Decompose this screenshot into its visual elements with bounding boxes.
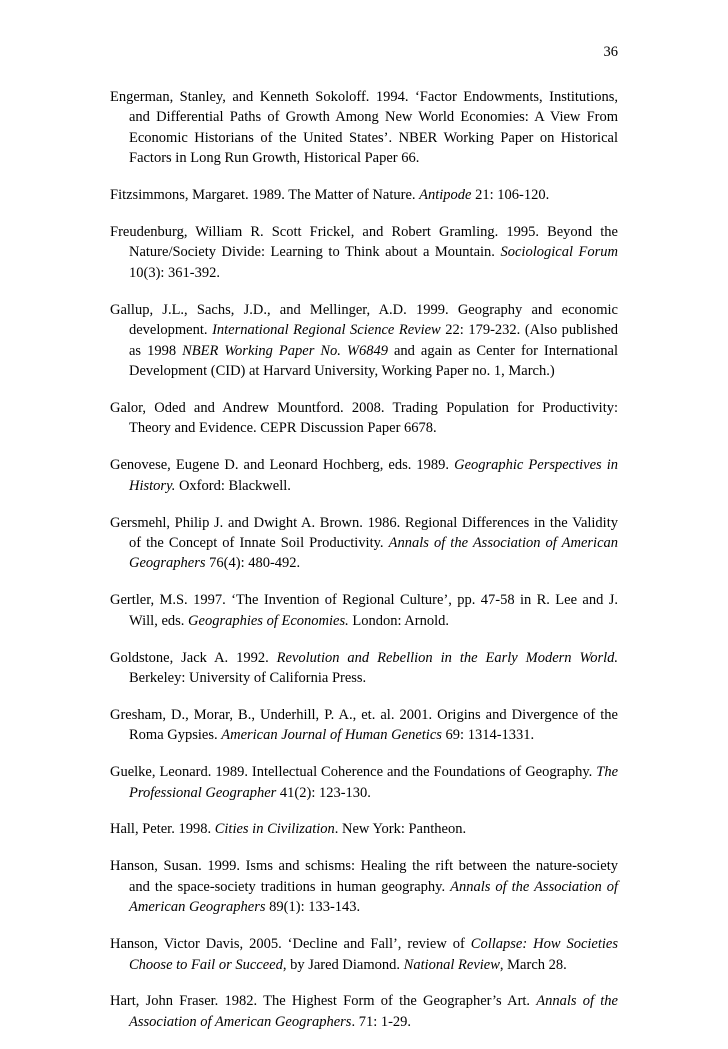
reference-text: Gallup, J.L., Sachs, J.D., and Mellinger, A.D. 1999. Geography and economic development. (110, 301, 618, 339)
reference-italic-text: Geographies of Economies. (188, 612, 349, 629)
page-number: 36 (603, 44, 618, 60)
reference-text: 41(2): 123-130. (276, 784, 371, 801)
reference-entry (110, 455, 618, 496)
reference-text: Engerman, Stanley, and Kenneth Sokoloff. 1994. ‘Factor Endowments, Institutions, and Differential Paths of Growth Among New World Economies: A View From Economic Historians of the United States’. NBER Working Paper on Historical Factors in Long Run Growth, Historical Paper 66. (110, 89, 618, 167)
reference-text: , by Jared Diamond. (282, 956, 404, 973)
reference-text: and again as Center for International Development (CID) at Harvard University, Working Paper no. 1, March.) (129, 342, 618, 379)
reference-text: 69: 1314-1331. (441, 727, 535, 744)
reference-text: Gersmehl, Philip J. and Dwight A. Brown. 1986. Regional Differences in the Validity of the Concept of Innate Soil Productivity. (110, 514, 618, 551)
reference-text: 89(1): 133-143. (265, 899, 361, 916)
reference-text: Hanson, Victor Davis, 2005. ‘Decline and Fall’, review of (110, 936, 471, 953)
reference-italic-text: The Professional Geographer (129, 764, 618, 801)
reference-italic-text: American Journal of Human Genetics (221, 727, 442, 744)
reference-text: . 71: 1-29. (351, 1013, 412, 1030)
reference-entry (110, 222, 618, 283)
reference-text: London: Arnold. (348, 612, 450, 629)
reference-text: Freudenburg, William R. Scott Frickel, and Robert Gramling. 1995. Beyond the Nature/Society Divide: Learning to Think about a Mountain. (110, 224, 618, 261)
reference-italic-text: NBER Working Paper No. W6849 (182, 342, 388, 359)
reference-italic-text: International Regional Science Review (212, 322, 441, 339)
reference-italic-text: National Review (403, 956, 500, 973)
reference-italic-text: Annals of the Association of American Geographers (129, 878, 619, 916)
reference-text: 10(3): 361-392. (129, 264, 221, 281)
reference-entry (110, 762, 618, 803)
reference-list (110, 87, 618, 1049)
reference-entry (110, 991, 618, 1032)
reference-italic-text: Sociological Forum (500, 244, 618, 261)
reference-text: Guelke, Leonard. 1989. Intellectual Coherence and the Foundations of Geography. (110, 764, 597, 781)
reference-entry (110, 185, 618, 205)
reference-entry (110, 398, 618, 439)
reference-text: Hanson, Susan. 1999. Isms and schisms: Healing the rift between the nature-society and the space-society traditions in human geography. (110, 858, 618, 895)
reference-text: . New York: Pantheon. (334, 821, 467, 838)
reference-italic-text: Antipode (419, 187, 472, 204)
reference-text: Galor, Oded and Andrew Mountford. 2008. Trading Population for Productivity: Theory and Evidence. CEPR Discussion Paper 6678. (110, 399, 618, 437)
reference-text: Genovese, Eugene D. and Leonard Hochberg, eds. 1989. (110, 457, 455, 474)
reference-text: Gresham, D., Morar, B., Underhill, P. A., et. al. 2001. Origins and Divergence of the Roma Gypsies. (110, 706, 618, 744)
reference-italic-text: Geographic Perspectives in History. (129, 457, 618, 494)
reference-entry (110, 590, 618, 631)
reference-text: Goldstone, Jack A. 1992. (110, 649, 277, 666)
reference-text: , March 28. (499, 956, 567, 973)
reference-entry (110, 705, 618, 746)
reference-text: 22: 179-232. (Also published as 1998 (129, 322, 619, 359)
reference-entry (110, 856, 618, 917)
reference-entry (110, 648, 618, 689)
reference-italic-text: Revolution and Rebellion in the Early Modern World. (276, 649, 619, 666)
reference-entry (110, 819, 618, 839)
reference-italic-text: Annals of the Association of American Geographers (129, 534, 619, 572)
reference-text: Gertler, M.S. 1997. ‘The Invention of Regional Culture’, pp. 47-58 in R. Lee and J. Will, eds. (110, 592, 618, 629)
reference-italic-text: Collapse: How Societies Choose to Fail or Succeed (129, 936, 618, 973)
reference-text: Hall, Peter. 1998. (110, 821, 215, 838)
reference-text: Hart, John Fraser. 1982. The Highest Form of the Geographer’s Art. (110, 993, 537, 1010)
reference-entry (110, 87, 618, 169)
reference-text: Fitzsimmons, Margaret. 1989. The Matter of Nature. (110, 187, 420, 204)
reference-entry (110, 300, 618, 382)
reference-entry (110, 934, 618, 975)
reference-text: 21: 106-120. (471, 187, 550, 204)
reference-italic-text: Cities in Civilization (214, 821, 335, 838)
reference-text: Berkeley: University of California Press. (129, 669, 367, 686)
reference-text: Oxford: Blackwell. (175, 477, 291, 494)
reference-entry (110, 513, 618, 574)
reference-italic-text: Annals of the Association of American Geographers (129, 993, 618, 1030)
reference-text: 76(4): 480-492. (205, 555, 301, 572)
